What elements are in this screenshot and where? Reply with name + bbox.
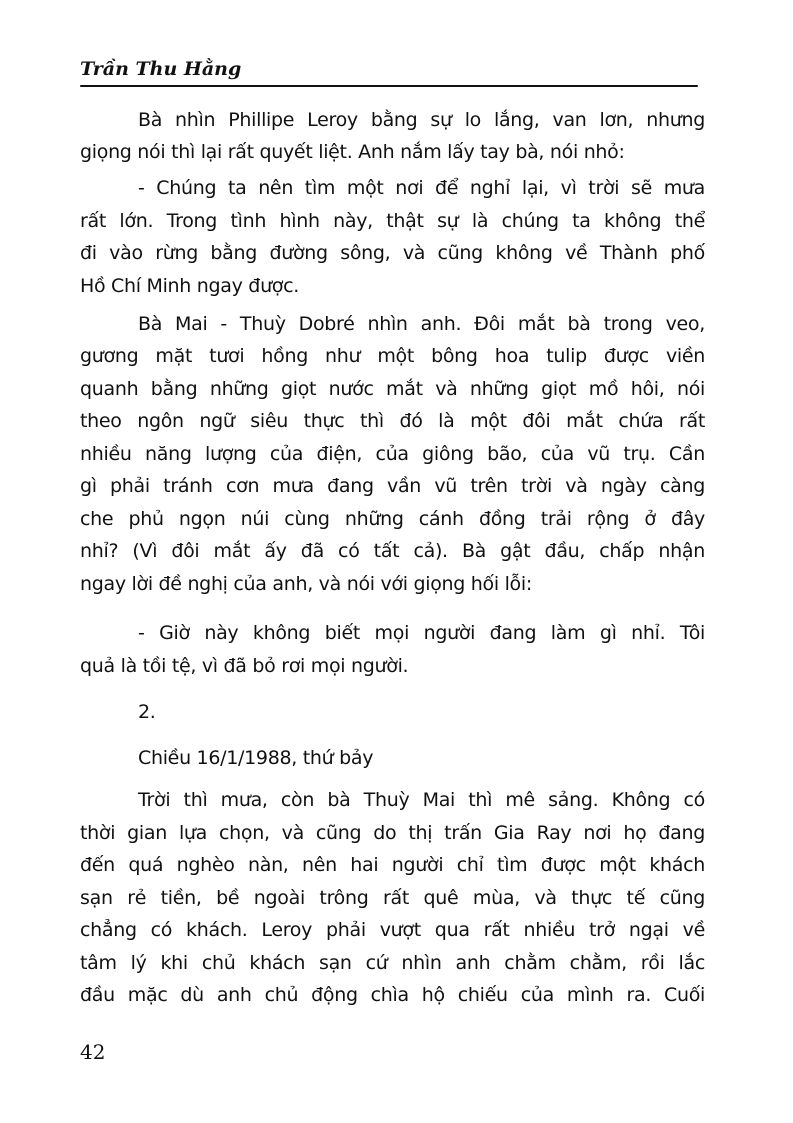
text-line: gì phải tránh cơn mưa đang vần vũ trên trời và ngày càng [80,475,705,497]
text-line: rất lớn. Trong tình hình này, thật sự là chúng ta không thể [80,210,705,232]
text-line: Bà nhìn Phillipe Leroy bằng sự lo lắng, van lơn, nhưng [138,109,705,131]
text-line: nhỉ? (Vì đôi mắt ấy đã có tất cả). Bà gật đầu, chấp nhận [80,540,705,562]
running-header-author: Trần Thu Hằng [80,58,242,80]
text-line: Bà Mai - Thuỳ Dobré nhìn anh. Đôi mắt bà trong veo, [138,313,705,335]
text-line: quanh bằng những giọt nước mắt và những giọt mồ hôi, nói [80,378,705,400]
text-line: - Chúng ta nên tìm một nơi để nghỉ lại, vì trời sẽ mưa [138,177,705,199]
text-line: gương mặt tươi hồng như một bông hoa tulip được viền [80,345,705,367]
text-line: giọng nói thì lại rất quyết liệt. Anh nắm lấy tay bà, nói nhỏ: [80,141,625,163]
text-line: nhiều năng lượng của điện, của giông bão, của vũ trụ. Cần [80,443,705,465]
text-line: thời gian lựa chọn, và cũng do thị trấn Gia Ray nơi họ đang [80,822,705,844]
text-line: chẳng có khách. Leroy phải vượt qua rất nhiều trở ngại về [80,919,705,941]
text-line: 2. [138,701,156,723]
text-line: đầu mặc dù anh chủ động chìa hộ chiếu của mình ra. Cuối [80,984,705,1006]
text-line: Chiều 16/1/1988, thứ bảy [138,747,374,769]
text-line: Hồ Chí Minh ngay được. [80,275,300,297]
page-number: 42 [80,1040,106,1064]
text-line: theo ngôn ngữ siêu thực thì đó là một đôi mắt chứa rất [80,410,705,432]
text-line: quả là tồi tệ, vì đã bỏ rơi mọi người. [80,655,409,677]
text-line: - Giờ này không biết mọi người đang làm gì nhỉ. Tôi [138,622,705,644]
text-line: sạn rẻ tiền, bề ngoài trông rất quê mùa, và thực tế cũng [80,887,705,909]
text-line: tâm lý khi chủ khách sạn cứ nhìn anh chằm chằm, rồi lắc [80,952,705,974]
text-line: đến quá nghèo nàn, nên hai người chỉ tìm được một khách [80,854,705,876]
header-rule [80,85,698,87]
text-line: đi vào rừng bằng đường sông, và cũng không về Thành phố [80,242,705,264]
text-line: Trời thì mưa, còn bà Thuỳ Mai thì mê sảng. Không có [138,789,705,811]
text-line: che phủ ngọn núi cùng những cánh đồng trải rộng ở đây [80,508,705,530]
text-line: ngay lời đề nghị của anh, và nói với giọng hối lỗi: [80,573,532,595]
